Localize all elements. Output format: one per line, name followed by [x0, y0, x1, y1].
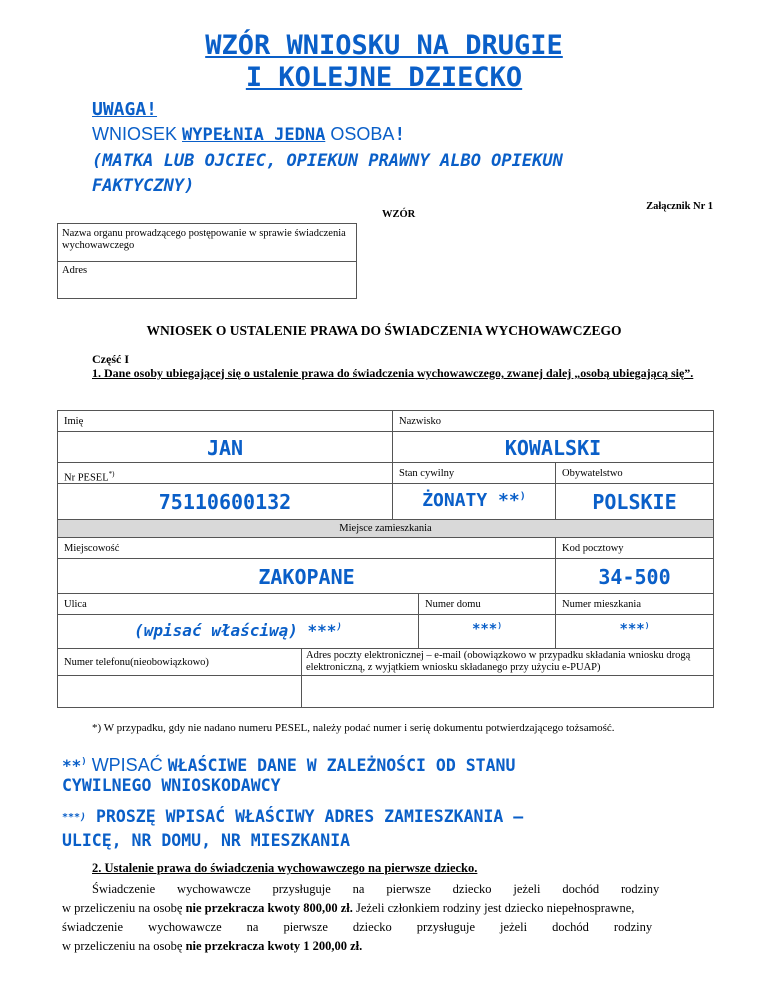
- section1-heading: 1. Dane osoby ubiegającej się o ustalenie prawa do świadczenia wychowawczego, zwanej dalej „osobą ubiegającą się”.: [92, 366, 694, 380]
- stan-value-sup: ): [519, 491, 526, 502]
- warning-line2: [92, 121, 405, 148]
- imie-value: JAN: [206, 436, 244, 460]
- doc-title-line2: I KOLEJNE DZIECKO: [245, 62, 523, 93]
- section2-p-line2-a: w przeliczeniu na osobę: [62, 901, 186, 915]
- miejscowosc-value: ZAKOPANE: [258, 565, 355, 589]
- nr-mieszkania-label: Numer mieszkania: [562, 599, 642, 610]
- imie-label: Imię: [64, 416, 84, 427]
- warning-uwaga: [92, 96, 157, 123]
- warning-line2-a: WNIOSEK: [92, 124, 183, 144]
- pesel-value: 75110600132: [158, 490, 292, 514]
- section2-p-line1: Świadczenie wychowawcze przysługuje na pierwsze dziecko jeżeli dochód rodziny: [92, 882, 660, 896]
- warning-line2-c: OSOBA: [325, 124, 395, 144]
- obyw-value: POLSKIE: [592, 490, 677, 514]
- nr-domu-value: [418, 621, 556, 638]
- miejsce-label: Miejsce zamieszkania: [339, 523, 432, 534]
- organ-divider: [57, 261, 357, 262]
- footnote-stan-a: WPISAĆ: [86, 755, 168, 775]
- footnote-stan-b: WŁAŚCIWE DANE W ZALEŻNOŚCI OD STANU: [167, 756, 516, 775]
- section2-p-line2: [62, 899, 634, 918]
- section2-p-line4: [62, 937, 362, 956]
- section2-p-line2-b: nie przekracza kwoty 800,00 zł.: [185, 901, 353, 915]
- telefon-label: Numer telefonu(nieobowiązkowo): [64, 657, 209, 668]
- ulica-label: Ulica: [64, 599, 87, 610]
- warning-line3: (MATKA LUB OJCIEC, OPIEKUN PRAWNY ALBO OPIEKUN: [92, 151, 563, 171]
- footnote-stan-sup: ): [81, 757, 87, 767]
- nr-mieszkania-value: [555, 621, 714, 638]
- organ-label: Nazwa organu prowadzącego postępowanie w sprawie świadczenia wychowawczego: [62, 228, 346, 251]
- nr-domu-value-sup: ): [497, 621, 503, 630]
- section2-heading: 2. Ustalenie prawa do świadczenia wychowawczego na pierwsze dziecko.: [92, 861, 478, 875]
- miejscowosc-label: Miejscowość: [64, 543, 120, 554]
- pesel-label-text: Nr PESEL: [64, 472, 109, 484]
- stan-label: Stan cywilny: [399, 468, 455, 479]
- stan-value-text: ŻONATY **: [422, 490, 520, 511]
- section2-p-line2-c: Jeżeli członkiem rodziny jest dziecko niepełnosprawne,: [352, 901, 635, 915]
- obyw-label: Obywatelstwo: [562, 468, 623, 479]
- warning-uwaga-text: UWAGA!: [92, 99, 158, 120]
- footnote-adres-line2: ULICĘ, NR DOMU, NR MIESZKANIA: [62, 831, 351, 850]
- nr-domu-value-text: ***: [471, 621, 498, 638]
- cell-imie-label: [57, 410, 393, 432]
- attachment-label: Załącznik Nr 1: [646, 201, 713, 212]
- address-label: Adres: [62, 265, 88, 276]
- ulica-value-text: (wpisać właściwą) ***: [134, 621, 337, 640]
- ulica-value: [57, 621, 419, 640]
- nr-mieszkania-value-text: ***: [619, 621, 645, 638]
- section2-p-line3: świadczenie wychowawcze na pierwsze dziecko przysługuje jeżeli dochód rodziny: [62, 920, 653, 934]
- section2-p-line4-a: w przeliczeniu na osobę: [62, 939, 186, 953]
- footnote-pesel: *) W przypadku, gdy nie nadano numeru PESEL, należy podać numer i serię dokumentu potwierdzającego tożsamość.: [92, 722, 615, 734]
- warning-line2-d: !: [394, 124, 406, 145]
- part-label: Część I: [92, 352, 129, 366]
- stan-value: [392, 490, 556, 511]
- nr-mieszkania-value-sup: ): [644, 621, 650, 630]
- footnote-adres-mark: ***): [62, 812, 87, 823]
- cell-telefon-value[interactable]: [57, 675, 302, 708]
- pesel-label-sup: *): [108, 470, 115, 478]
- cell-miejscowosc-label: [57, 537, 556, 559]
- footnote-stan-mark: **: [62, 756, 82, 775]
- doc-title-line1: WZÓR WNIOSKU NA DRUGIE: [205, 30, 563, 61]
- footnote-adres-line1: [62, 805, 523, 830]
- kod-label: Kod pocztowy: [562, 543, 624, 554]
- cell-email-value[interactable]: [301, 675, 714, 708]
- footnote-adres-a: PROSZĘ WPISAĆ WŁAŚCIWY ADRES ZAMIESZKANIA –: [86, 807, 524, 826]
- footnote-stan-line2: CYWILNEGO WNIOSKODAWCY: [62, 776, 281, 795]
- wzor-label: WZÓR: [382, 209, 416, 220]
- ulica-value-sup: ): [336, 622, 342, 633]
- warning-line4: FAKTYCZNY): [92, 176, 195, 196]
- section2-p-line4-b: nie przekracza kwoty 1 200,00 zł.: [185, 939, 363, 953]
- kod-value: 34-500: [598, 565, 671, 589]
- email-label: Adres poczty elektronicznej – e-mail (obowiązkowo w przypadku składania wniosku drogą elektroniczną, z wyjątkiem wniosku składanego przy użyciu e-PUAP): [306, 650, 691, 673]
- nr-domu-label: Numer domu: [425, 599, 481, 610]
- warning-line2-b: WYPEŁNIA JEDNA: [182, 125, 326, 145]
- nazwisko-label: Nazwisko: [399, 416, 441, 427]
- nazwisko-value: KOWALSKI: [504, 436, 602, 460]
- application-title: WNIOSEK O USTALENIE PRAWA DO ŚWIADCZENIA WYCHOWAWCZEGO: [146, 323, 622, 338]
- cell-ulica-label: [57, 593, 419, 615]
